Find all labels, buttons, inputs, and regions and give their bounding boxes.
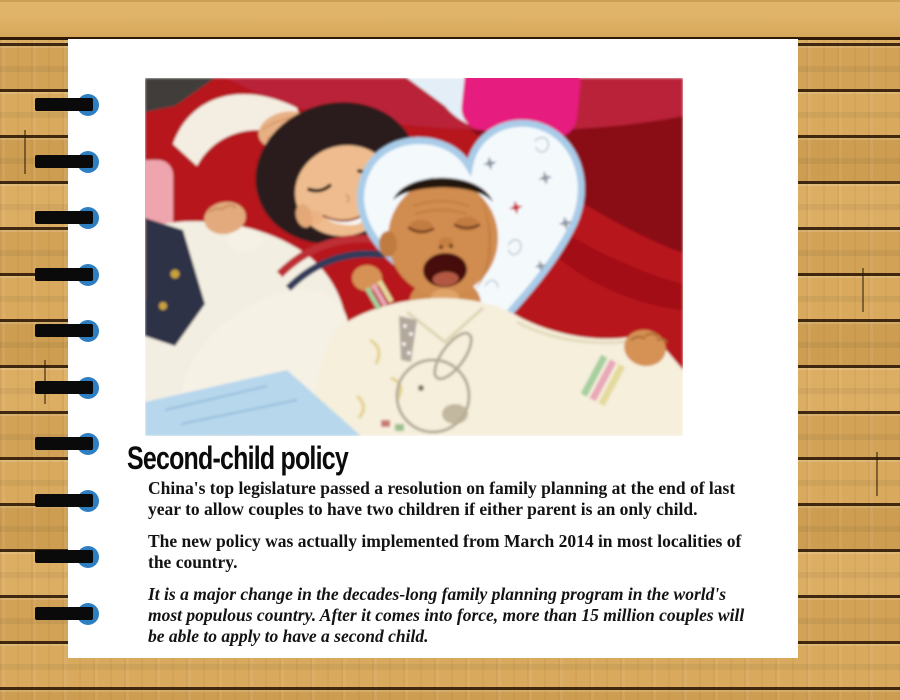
paragraph-2: The new policy was actually implemented from March 2014 in most localities of the country. [148, 531, 742, 572]
wood-plank-seam [876, 452, 878, 496]
wood-plank-seam [24, 130, 26, 174]
paragraph-3: It is a major change in the decades-long family planning program in the world's most populous country. After it comes into force, more than 15 million couples will be able to apply to have a second child. [148, 584, 745, 646]
article-body [148, 478, 754, 647]
children-photo [145, 78, 683, 436]
paragraph-1: China's top legislature passed a resolution on family planning at the end of last year to allow couples to have two children if either parent is an only child. [148, 478, 736, 519]
article-heading: Second-child policy [127, 440, 348, 476]
wood-plank-seam [862, 268, 864, 312]
wood-top-plank [0, 0, 900, 40]
notebook-page [68, 39, 798, 658]
wood-plank-seam [44, 360, 46, 404]
